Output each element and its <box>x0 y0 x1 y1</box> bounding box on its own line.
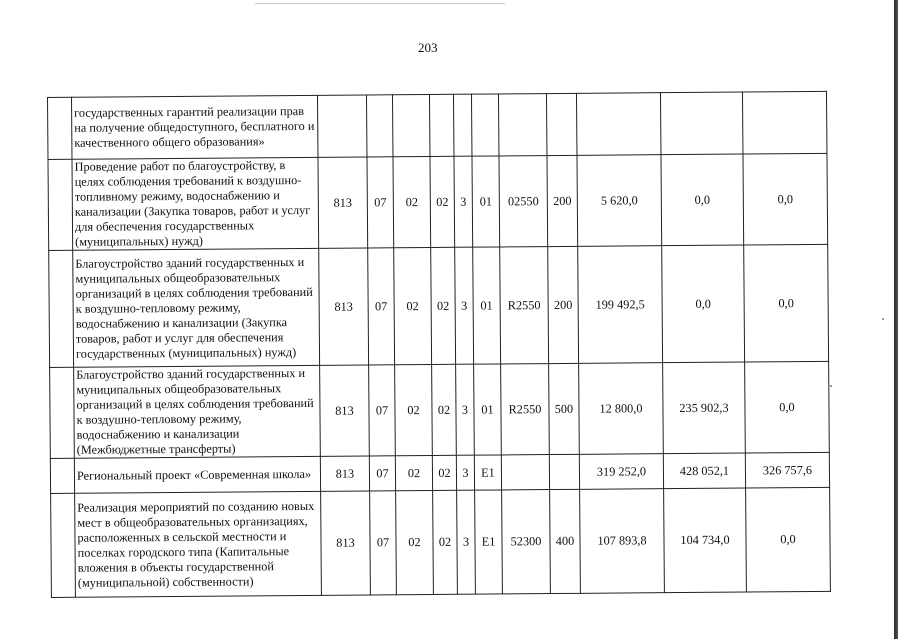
csr-part1-cell: 02 <box>432 455 456 490</box>
csr-part4-cell: 02550 <box>499 156 548 247</box>
csr-part1-cell: 02 <box>433 490 458 594</box>
table-row <box>50 361 830 458</box>
row-index-cell <box>49 250 74 367</box>
csr-part4-cell: R2550 <box>501 364 550 455</box>
amount-year2-cell: 428 052,1 <box>663 453 745 489</box>
vr-cell <box>546 93 576 155</box>
csr-part2-cell: 3 <box>454 156 473 247</box>
table-row <box>51 487 831 597</box>
scan-artifact-top <box>255 3 505 4</box>
table-row <box>49 244 829 367</box>
pr-cell: 02 <box>394 247 432 364</box>
amount-year1-cell: 5 620,0 <box>577 155 662 247</box>
rz-cell: 07 <box>368 248 395 365</box>
amount-year1-cell: 319 252,0 <box>579 454 663 490</box>
rz-cell: 07 <box>367 157 394 248</box>
csr-part3-cell <box>471 94 498 156</box>
table-row <box>48 153 828 250</box>
scan-edge-right <box>894 0 898 639</box>
csr-part3-cell: E1 <box>474 455 501 490</box>
ved-cell: 813 <box>320 456 369 491</box>
ved-cell: 813 <box>319 248 369 365</box>
amount-year2-cell: 0,0 <box>662 245 745 363</box>
table-row <box>48 91 827 159</box>
csr-part4-cell: 52300 <box>502 490 551 594</box>
pr-cell: 02 <box>393 156 431 247</box>
csr-part1-cell: 02 <box>430 156 455 247</box>
amount-year1-cell: 107 893,8 <box>580 489 665 594</box>
amount-year3-cell: 0,0 <box>744 244 829 362</box>
ved-cell <box>317 95 366 157</box>
amount-year2-cell <box>660 92 742 155</box>
row-name: Благоустройство зданий государственных и муниципальных общеобразовательных организаций в целях соблюдения требований к воздушно-тепловому режиму, водоснабжению и канализации (Закупка товаров, работ и услуг для обеспечения государственных (муниципальных) нужд) <box>73 248 320 367</box>
vr-cell: 200 <box>547 155 578 246</box>
row-name: Реализация мероприятий по созданию новых мест в общеобразовательных организациях, расположенных в сельской местности и поселках городского типа (Капитальные вложения в объекты государственной (муниципальной) собственности) <box>75 491 322 597</box>
row-index-cell <box>50 458 74 493</box>
csr-part2-cell <box>453 94 471 156</box>
rz-cell: 07 <box>369 456 395 491</box>
csr-part4-cell <box>498 94 546 156</box>
ved-cell: 813 <box>321 491 371 595</box>
csr-part1-cell: 02 <box>432 364 457 455</box>
csr-part1-cell: 02 <box>431 247 456 364</box>
amount-year3-cell: 0,0 <box>745 361 830 453</box>
scan-speck <box>830 385 832 387</box>
csr-part3-cell: 01 <box>474 364 502 455</box>
pr-cell <box>392 94 429 156</box>
ved-cell: 813 <box>318 157 368 248</box>
rz-cell: 07 <box>369 365 396 456</box>
csr-part1-cell <box>429 94 453 156</box>
vr-cell: 200 <box>548 246 579 363</box>
amount-year2-cell: 235 902,3 <box>663 362 746 454</box>
pr-cell: 02 <box>395 364 433 455</box>
vr-cell: 500 <box>549 363 580 454</box>
row-name: государственных гарантий реализации прав на получение общедоступного, бесплатного и качественного общего образования» <box>72 95 318 159</box>
row-name: Региональный проект «Современная школа» <box>74 456 320 493</box>
amount-year1-cell <box>576 93 660 156</box>
csr-part3-cell: 01 <box>472 156 500 247</box>
row-index-cell <box>51 493 76 597</box>
rz-cell <box>366 95 392 157</box>
pr-cell: 02 <box>395 455 432 490</box>
rz-cell: 07 <box>370 491 397 595</box>
row-name: Благоустройство зданий государственных и муниципальных общеобразовательных организаций в целях соблюдения требований к воздушно-тепловому режиму, водоснабжению и канализации (Межбюджетные трансферты) <box>74 365 321 458</box>
amount-year3-cell <box>742 91 826 154</box>
pr-cell: 02 <box>396 490 434 594</box>
csr-part2-cell: 3 <box>457 490 476 594</box>
csr-part2-cell: 3 <box>455 247 474 364</box>
csr-part4-cell <box>501 455 549 490</box>
amount-year2-cell: 0,0 <box>661 154 744 246</box>
amount-year2-cell: 104 734,0 <box>664 488 747 593</box>
amount-year1-cell: 12 800,0 <box>579 363 664 455</box>
vr-cell <box>549 454 579 489</box>
vr-cell: 400 <box>550 489 581 593</box>
row-index-cell <box>50 367 75 458</box>
amount-year1-cell: 199 492,5 <box>578 246 663 364</box>
csr-part2-cell: 3 <box>456 455 474 490</box>
row-name: Проведение работ по благоустройству, в целях соблюдения требований к воздушно-топливному режиму, водоснабжению и канализации (Закупка товаров, работ и услуг для обеспечения государственных (муниципальных) нужд) <box>72 157 319 250</box>
row-index-cell <box>48 159 73 250</box>
scan-speck <box>882 318 884 320</box>
page-number: 203 <box>418 40 438 55</box>
csr-part3-cell: 01 <box>473 247 501 364</box>
csr-part4-cell: R2550 <box>500 247 549 364</box>
amount-year3-cell: 0,0 <box>743 153 828 245</box>
row-index-cell <box>48 97 72 159</box>
ved-cell: 813 <box>320 365 370 456</box>
amount-year3-cell: 326 757,6 <box>745 452 829 488</box>
csr-part3-cell: E1 <box>475 490 503 594</box>
csr-part2-cell: 3 <box>456 364 475 455</box>
amount-year3-cell: 0,0 <box>746 487 831 592</box>
budget-table <box>47 91 831 598</box>
